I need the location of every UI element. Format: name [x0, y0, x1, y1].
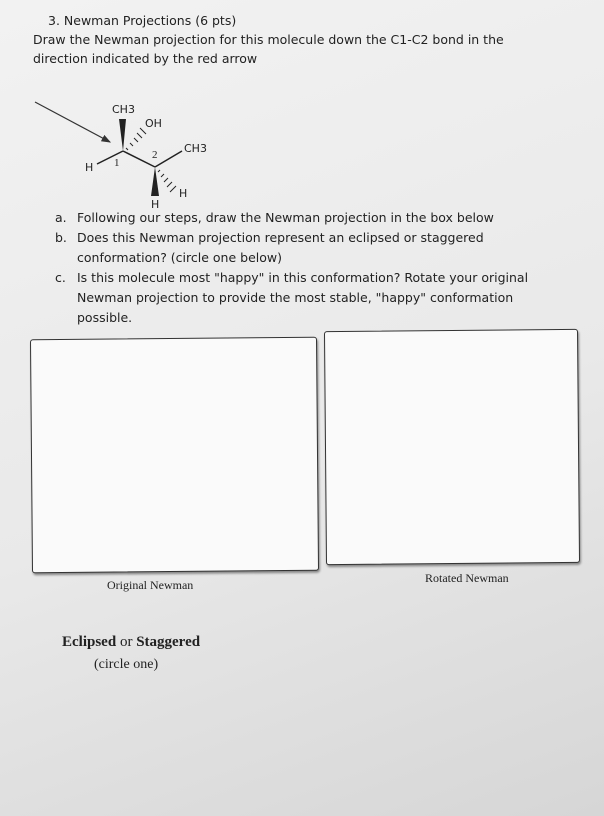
question-line2: direction indicated by the red arrow: [33, 51, 258, 66]
part-a-letter: a.: [55, 210, 67, 225]
part-b-text: Does this Newman projection represent an eclipsed or staggered: [77, 230, 484, 245]
label-c1: 1: [114, 157, 120, 169]
original-newman-box[interactable]: [30, 337, 319, 573]
conformation-choice: [62, 633, 200, 651]
choice-or: or: [116, 634, 137, 650]
label-h-left: H: [85, 161, 94, 174]
label-oh: OH: [145, 117, 162, 130]
part-b-letter: b.: [55, 230, 67, 245]
label-h-hash: H: [179, 187, 188, 200]
rotated-newman-caption: Rotated Newman: [425, 571, 509, 585]
label-ch3-top: CH3: [112, 103, 135, 116]
wedge-bond-c2: [151, 167, 159, 196]
part-c-text2: Newman projection to provide the most stable, "happy" conformation: [77, 290, 514, 305]
part-c-text3: possible.: [77, 310, 133, 325]
part-b-text2: conformation? (circle one below): [77, 250, 282, 265]
label-c2: 2: [152, 149, 158, 161]
question-line1: Draw the Newman projection for this molecule down the C1-C2 bond in the: [33, 32, 504, 47]
label-h-down: H: [151, 198, 160, 211]
direction-arrow: [35, 102, 110, 142]
part-c-text: Is this molecule most "happy" in this conformation? Rotate your original: [77, 270, 529, 285]
part-a-text: Following our steps, draw the Newman projection in the box below: [77, 210, 494, 225]
label-ch3-right: CH3: [184, 142, 207, 155]
choice-staggered[interactable]: Staggered: [136, 634, 201, 650]
wedge-bond-c1: [119, 119, 126, 151]
choice-eclipsed[interactable]: Eclipsed: [62, 634, 117, 650]
part-c-letter: c.: [55, 270, 66, 285]
rotated-newman-box[interactable]: [324, 329, 580, 565]
circle-one-note: (circle one): [94, 657, 159, 672]
question-heading: 3. Newman Projections (6 pts): [48, 13, 237, 28]
hash-bond-c1: [126, 128, 146, 150]
hash-bond-c2: [158, 170, 176, 192]
original-newman-caption: Original Newman: [107, 578, 194, 592]
